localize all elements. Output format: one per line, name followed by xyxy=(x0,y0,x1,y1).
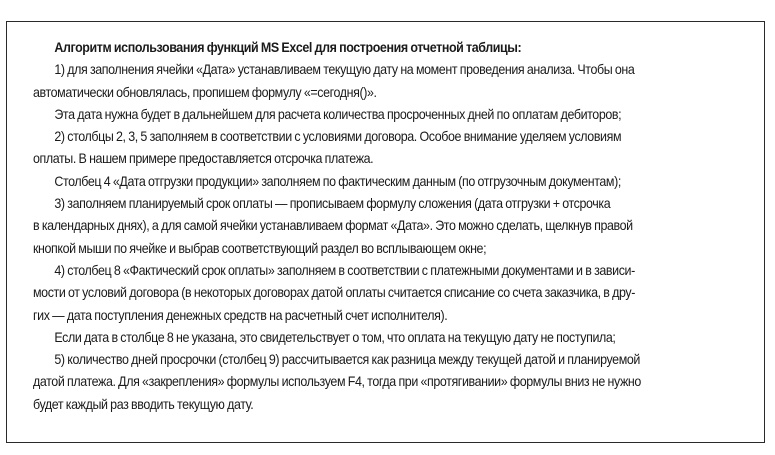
text-line: 4) столбец 8 «Фактический срок оплаты» заполняем в соответствии с платежными документами и в зависи- xyxy=(54,261,635,278)
text-line: гих — дата поступления денежных средств на расчетный счет исполнителя). xyxy=(33,306,448,323)
text-line: 3) заполняем планируемый срок оплаты — прописываем формулу сложения (дата отгрузки + отсрочка xyxy=(54,195,611,212)
text-line: автоматически обновлялась, пропишем формулу «=сегодня()». xyxy=(33,83,377,100)
text-line: оплаты. В нашем примере предоставляется отсрочка платежа. xyxy=(33,150,374,167)
text-line: 2) столбцы 2, 3, 5 заполняем в соответствии с условиями договора. Особое внимание уделяем условиям xyxy=(54,128,622,145)
text-line: 1) для заполнения ячейки «Дата» устанавливаем текущую дату на момент проведения анализа. Чтобы она xyxy=(54,61,635,78)
text-line: Если дата в столбце 8 не указана, это свидетельствует о том, что оплата на текущую дату не поступила; xyxy=(54,328,616,345)
text-line: будет каждый раз вводить текущую дату. xyxy=(33,395,254,412)
text-line: в календарных днях), а для самой ячейки устанавливаем формат «Дата». Это можно сделать, щелкнув правой xyxy=(33,217,633,234)
text-box xyxy=(6,21,765,443)
text-line: Эта дата нужна будет в дальнейшем для расчета количества просроченных дней по оплатам дебиторов; xyxy=(54,105,622,122)
text-line: Столбец 4 «Дата отгрузки продукции» заполняем по фактическим данным (по отгрузочным документам); xyxy=(54,172,621,189)
text-content xyxy=(33,36,676,415)
text-line: мости от условий договора (в некоторых договорах датой оплаты считается списание со счета заказчика, в дру- xyxy=(33,284,635,301)
text-line: 5) количество дней просрочки (столбец 9) рассчитывается как разница между текущей датой и планируемой xyxy=(54,351,640,368)
text-line: датой платежа. Для «закрепления» формулы используем F4, тогда при «протягивании» формулы вниз не нужно xyxy=(33,373,641,390)
paragraph-lines xyxy=(33,58,676,415)
text-line: кнопкой мыши по ячейке и выбрав соответствующий раздел во всплывающем окне; xyxy=(33,239,487,256)
box-title: Алгоритм использования функций MS Excel для построения отчетной таблицы: xyxy=(54,39,522,55)
